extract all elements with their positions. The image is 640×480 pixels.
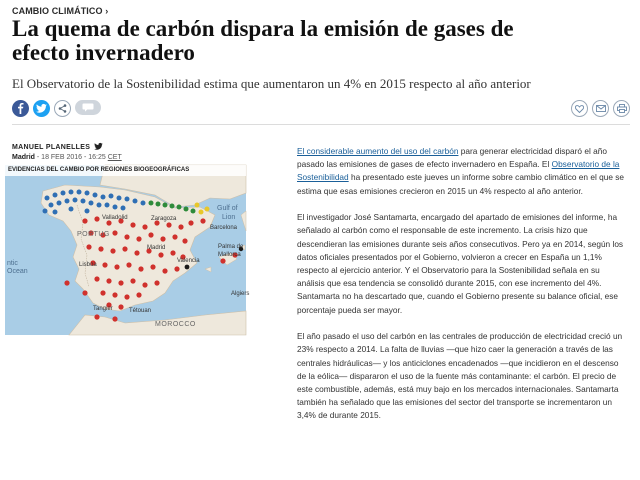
map-label-zaragoza: Zaragoza	[151, 216, 177, 222]
heart-icon[interactable]	[571, 100, 588, 117]
map-label-morocco: MOROCCO	[155, 321, 196, 328]
twitter-icon[interactable]	[94, 143, 103, 152]
map-label-atlantic: ntic	[7, 260, 18, 267]
twitter-icon[interactable]	[33, 100, 50, 117]
sardinia-land	[241, 211, 246, 231]
share-icon[interactable]	[54, 100, 71, 117]
map-figure[interactable]	[5, 165, 250, 335]
link-observatorio[interactable]: Observatorio de la Sostenibilidad	[297, 159, 620, 183]
paragraph-1-text-b: ha presentado este jueves un informe sobre cambio climático en el que se estima que esas emisiones crecieron en 2015 un 4% respecto al año anterior.	[297, 172, 625, 196]
map-label-ocean: Ocean	[7, 268, 28, 275]
paragraph-2: El investigador José Santamarta, encargado del apartado de emisiones del informe, ha señalado al carbón como el responsable de este incremento. La crisis hizo que descendieran las emisiones durante seis años consecutivos. Pero ya en 2014, según los datos oficiales presentados por el Gobierno, volvieron a crecer en España un 1,1% respecto al ejercicio anterior. Y el Observatorio para la Sostenibilidad señala en su análisis que esa tendencia se consolidó durante 2015, con ese incremento del 4%. Santamarta no ha descartado que, cuando el Gobierno presente su balance oficial, ese porcentaje pueda ser mayor.	[297, 212, 624, 315]
article-body	[297, 145, 627, 436]
section-kicker[interactable]: CAMBIO CLIMÁTICO ›	[12, 6, 109, 16]
map-graphic	[5, 165, 246, 335]
byline-author	[12, 143, 103, 152]
divider	[12, 124, 630, 125]
headline: La quema de carbón dispara la emisión de gases de efecto invernadero	[12, 16, 514, 65]
print-icon[interactable]	[613, 100, 630, 117]
map-label-barcelona: Barcelona	[210, 225, 238, 231]
ibiza-land	[205, 267, 211, 272]
map-label-palma: Palma de	[218, 244, 244, 250]
comment-icon[interactable]	[75, 100, 101, 115]
map-label-mallorca: Mallorca	[218, 252, 241, 258]
map-label-madrid: Madrid	[147, 245, 166, 251]
dateline-date: - 18 FEB 2016 - 16:25	[34, 154, 108, 161]
tools-bar	[571, 100, 630, 117]
dateline-city: Madrid	[12, 154, 35, 161]
map-title: EVIDENCIAS DEL CAMBIO POR REGIONES BIOGEOGRÁFICAS	[5, 165, 246, 176]
paragraph-1	[297, 145, 627, 198]
map-label-lisboa: Lisboa	[79, 262, 97, 268]
mail-icon[interactable]	[592, 100, 609, 117]
author-name[interactable]: MANUEL PLANELLES	[12, 144, 91, 151]
dateline	[12, 154, 122, 161]
subtitle: El Observatorio de la Sostenibilidad estima que aumentaron un 4% en 2015 respecto al año anterior	[12, 76, 531, 91]
link-aumento-carbon[interactable]: El considerable aumento del uso del carbón	[297, 146, 459, 156]
paragraph-1-text-a: para generar electricidad disparó el año pasado las emisiones de gases de efecto invernadero en España. El	[297, 146, 607, 170]
map-label-tetouan: Tétouan	[129, 308, 152, 314]
map-label-portugal: PORTUG	[77, 231, 110, 238]
map-label-lion: Lion	[222, 214, 236, 221]
map-label-gulf-of-lion: Gulf of	[217, 205, 238, 212]
paragraph-3: El año pasado el uso del carbón en las centrales de producción de electricidad creció un 23% respecto a 2014. La falta de lluvias —que hizo caer la generación a través de las centrales hidráulicas— y los anticiclones encadenados —que incidieron en el descenso de la eólica— dispararon el uso de la fuente más contaminante: el carbón. El precio de este combustible, además, está muy bajo en los mercados internacionales. Santamarta también ha señalado que las emisiones del sector del transporte se incrementaron un 3,4% de durante 2015.	[297, 331, 623, 421]
map-label-valladolid: Valladolid	[102, 215, 128, 221]
map-label-tangier: Tangier	[93, 306, 113, 312]
facebook-icon[interactable]	[12, 100, 29, 117]
dateline-timezone[interactable]: CET	[107, 154, 122, 161]
map-label-valencia: Valencia	[177, 258, 200, 264]
map-label-algiers: Algiers	[231, 291, 250, 297]
share-bar	[12, 100, 101, 117]
